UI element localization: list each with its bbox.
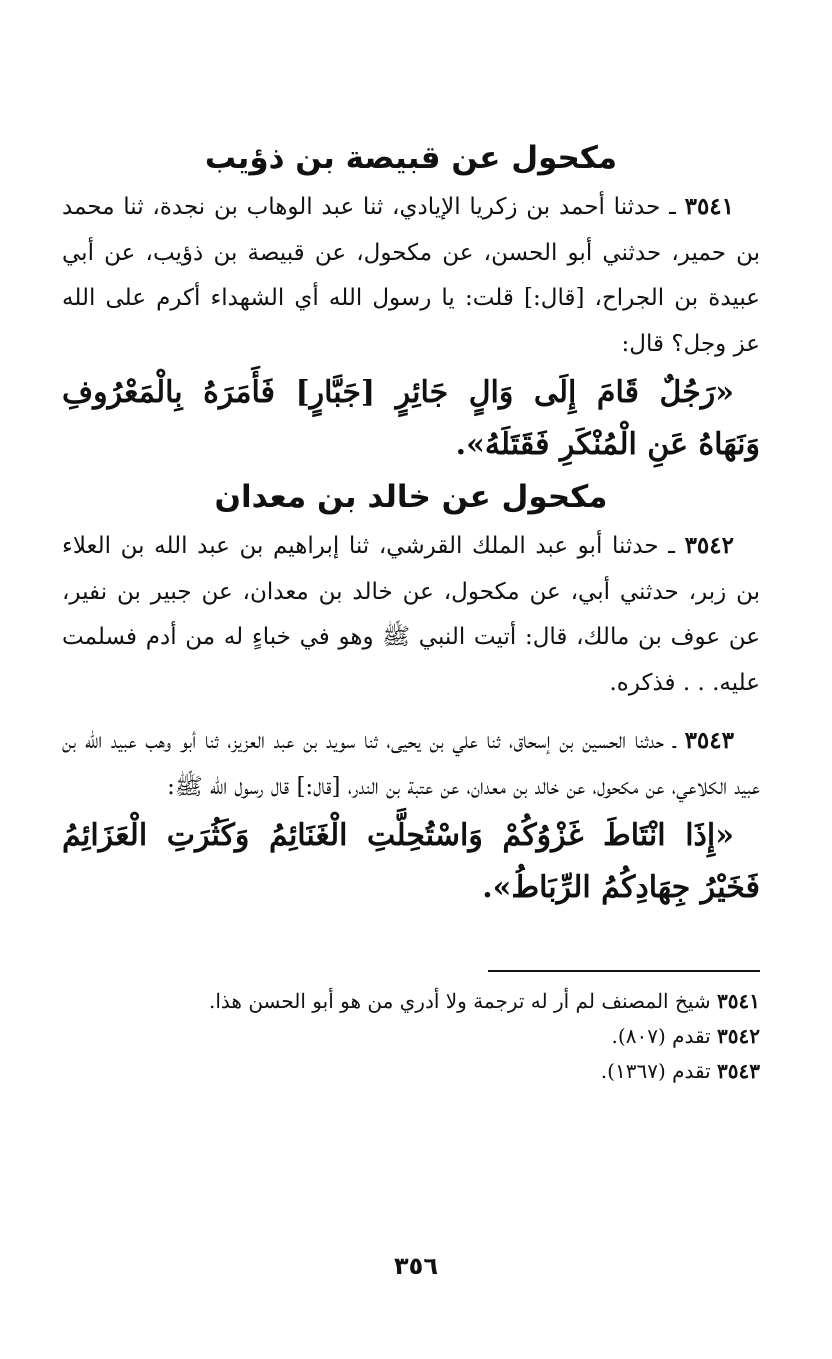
footnote-text: شيخ المصنف لم أر له ترجمة ولا أدري من هو أبو الحسن هذا. [209, 989, 711, 1013]
footnote-item [62, 1019, 760, 1054]
footnote-text: تقدم (٨٠٧). [611, 1024, 711, 1048]
entry-3541 [62, 184, 760, 367]
section-title-khalid: مكحول عن خالد بن معدان [214, 479, 608, 515]
entry-3543 [62, 718, 760, 810]
entry-text: ـ حدثنا أبو عبد الملك القرشي، ثنا إبراهيم بن عبد الله بن العلاء بن زبر، حدثني أبي، عن مكحول، عن خالد بن معدان، عن جبير بن نفير، عن عوف بن مالك، قال: أتيت النبي ﷺ وهو في خباءٍ له من أدم فسلمت عليه. . . فذكره. [62, 533, 760, 696]
footnote-text: تقدم (١٣٦٧). [600, 1059, 711, 1083]
footnote-number: ٣٥٤٢ [717, 1024, 760, 1048]
footnote-number: ٣٥٤١ [717, 989, 760, 1013]
entry-text: ـ حدثنا أحمد بن زكريا الإيادي، ثنا عبد الوهاب بن نجدة، ثنا محمد بن حمير، حدثني أبو الحسن، عن مكحول، عن قبيصة بن ذؤيب، عن أبي عبيدة بن الجراح، [قال:] قلت: يا رسول الله أي الشهداء أكرم على الله عز وجل؟ قال: [62, 194, 760, 357]
entry-number: ٣٥٤١ [684, 193, 735, 220]
entry-number: ٣٥٤٢ [684, 532, 734, 559]
entry-number: ٣٥٤٣ [684, 727, 734, 754]
page-number: ٣٥٦ [394, 1252, 438, 1280]
paragraph-gap [62, 706, 760, 718]
footnote-item [62, 1054, 760, 1089]
entry-3542 [62, 523, 760, 706]
footnote-number: ٣٥٤٣ [717, 1059, 760, 1083]
footnote-divider [488, 970, 760, 972]
footnote-item [62, 984, 760, 1019]
footnotes [62, 984, 760, 1089]
hadith-text-3543: «إِذَا انْتَاطَ غَزْوُكُمْ وَاسْتُحِلَّتِ الْغَنَائِمُ وَكَثُرَتِ الْعَزَائِمُ فَخَيْرُ جِهَادِكُمُ الرِّبَاطُ». [62, 818, 760, 905]
entry-text: ـ حدثنا الحسين بن إسحاق، ثنا علي بن يحيى، ثنا سويد بن عبد العزيز، ثنا أبو وهب عبيد الله بن عبيد الكلاعي، عن مكحول، عن خالد بن معدان، عن عتبة بن الندر، [قال:] قال رسول الله ﷺ: [62, 728, 760, 800]
section-title-qabisa: مكحول عن قبيصة بن ذؤيب [204, 140, 618, 176]
hadith-text-3541: «رَجُلٌ قَامَ إِلَى وَالٍ جَائِرٍ [جَبَّارٍ] فَأَمَرَهُ بِالْمَعْرُوفِ وَنَهَاهُ عَنِ الْمُنْكَرِ فَقَتَلَهُ». [62, 375, 760, 462]
